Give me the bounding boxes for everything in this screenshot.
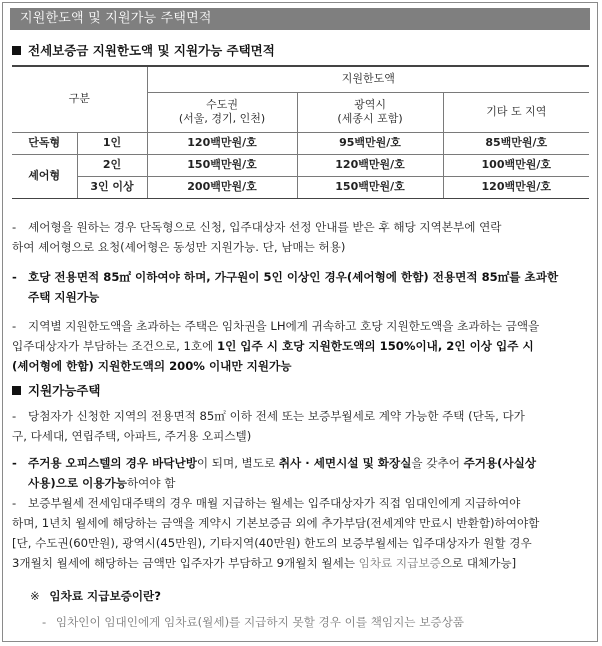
footnote-text: - 임차인이 임대인에게 임차료(월세)를 지급하지 못할 경우 이를 책임지는 보증상품: [42, 615, 464, 629]
table-row: [12, 154, 589, 176]
reference-mark-icon: ※: [30, 589, 40, 603]
square-bullet-icon: [12, 46, 21, 55]
row-persons: 1인: [77, 132, 147, 154]
header-metro-city: 광역시 (세종시 포함): [297, 92, 443, 132]
header-other-province: 기타 도 지역: [443, 92, 589, 132]
note-monthly-rent: - 보증부월세 전세임대주택의 경우 매월 지급하는 월세는 입주대상자가 직접 임대인에게 지급하여야 하며, 1년치 월세에 해당하는 금액을 계약시 기본보증금 외에 추가부담(전세계약 만료시 반환함)하여야함 [단, 수도권(60만원), 광역시(45만원), 기타지역(40만원) 한도의 보증부월세는 입주대상자가 원할 경우 3개월치 월세에 해당하는 금액만 입주자가 부담하고 9개월치 월세는 임차료 지급보증으로 대체가능]: [12, 496, 540, 570]
cell-value: 85백만원/호: [443, 132, 589, 154]
row-persons: 3인 이상: [77, 176, 147, 198]
cell-value: 95백만원/호: [297, 132, 443, 154]
table-row: [12, 132, 589, 154]
note-share-type: - 셰어형을 원하는 경우 단독형으로 신청, 입주대상자 선정 안내를 받은 후 해당 지역본부에 연락 하여 셰어형으로 요청(셰어형은 동성만 지원가능. 단, 남매는 허용): [12, 220, 502, 254]
support-limit-table: [12, 65, 589, 199]
note-excess-limit: - 지역별 지원한도액을 초과하는 주택은 임차권을 LH에게 귀속하고 호당 지원한도액을 초과하는 금액을 입주대상자가 부담하는 조건으로, 1호에 1인 입주 시 호당 지원한도액의 150%이내, 2인 이상 입주 시 (셰어형에 한함) 지원한도액의 200% 이내만 지원가능: [12, 319, 540, 373]
table-row: [12, 176, 589, 198]
note-eligible-housing: - 당첨자가 신청한 지역의 전용면적 85㎡ 이하 전세 또는 보증부월세로 계약 가능한 주택 (단독, 다가 구, 다세대, 연립주택, 아파트, 주거용 오피스텔): [12, 409, 525, 443]
cell-value: 120백만원/호: [297, 154, 443, 176]
square-bullet-icon: [12, 386, 21, 395]
footnote-heading: ※ 임차료 지급보증이란?: [30, 589, 161, 603]
note-officetel: - 주거용 오피스텔의 경우 바닥난방이 되며, 별도로 취사 · 세면시설 및 화장실을 갖추어 주거용(사실상 사용)으로 이용가능하여야 함: [12, 456, 537, 490]
section2-heading: [12, 381, 100, 399]
header-metro: 수도권 (서울, 경기, 인천): [147, 92, 297, 132]
row-type: 단독형: [12, 132, 77, 154]
row-persons: 2인: [77, 154, 147, 176]
cell-value: 120백만원/호: [443, 176, 589, 198]
section2-title: 지원가능주택: [28, 383, 101, 398]
section1-title: 전세보증금 지원한도액 및 지원가능 주택면적: [28, 43, 275, 58]
row-type: 셰어형: [12, 154, 77, 198]
header-gubun: 구분: [12, 66, 147, 132]
page-title-banner: 지원한도액 및 지원가능 주택면적: [10, 8, 590, 30]
cell-value: 200백만원/호: [147, 176, 297, 198]
section1-heading: [12, 41, 275, 59]
note-area-limit: - 호당 전용면적 85㎡ 이하여야 하며, 가구원이 5인 이상인 경우(셰어형에 한함) 전용면적 85㎡를 초과한 주택 지원가능: [12, 270, 559, 304]
cell-value: 120백만원/호: [147, 132, 297, 154]
cell-value: 150백만원/호: [147, 154, 297, 176]
cell-value: 100백만원/호: [443, 154, 589, 176]
header-support-limit: 지원한도액: [147, 66, 589, 92]
cell-value: 150백만원/호: [297, 176, 443, 198]
